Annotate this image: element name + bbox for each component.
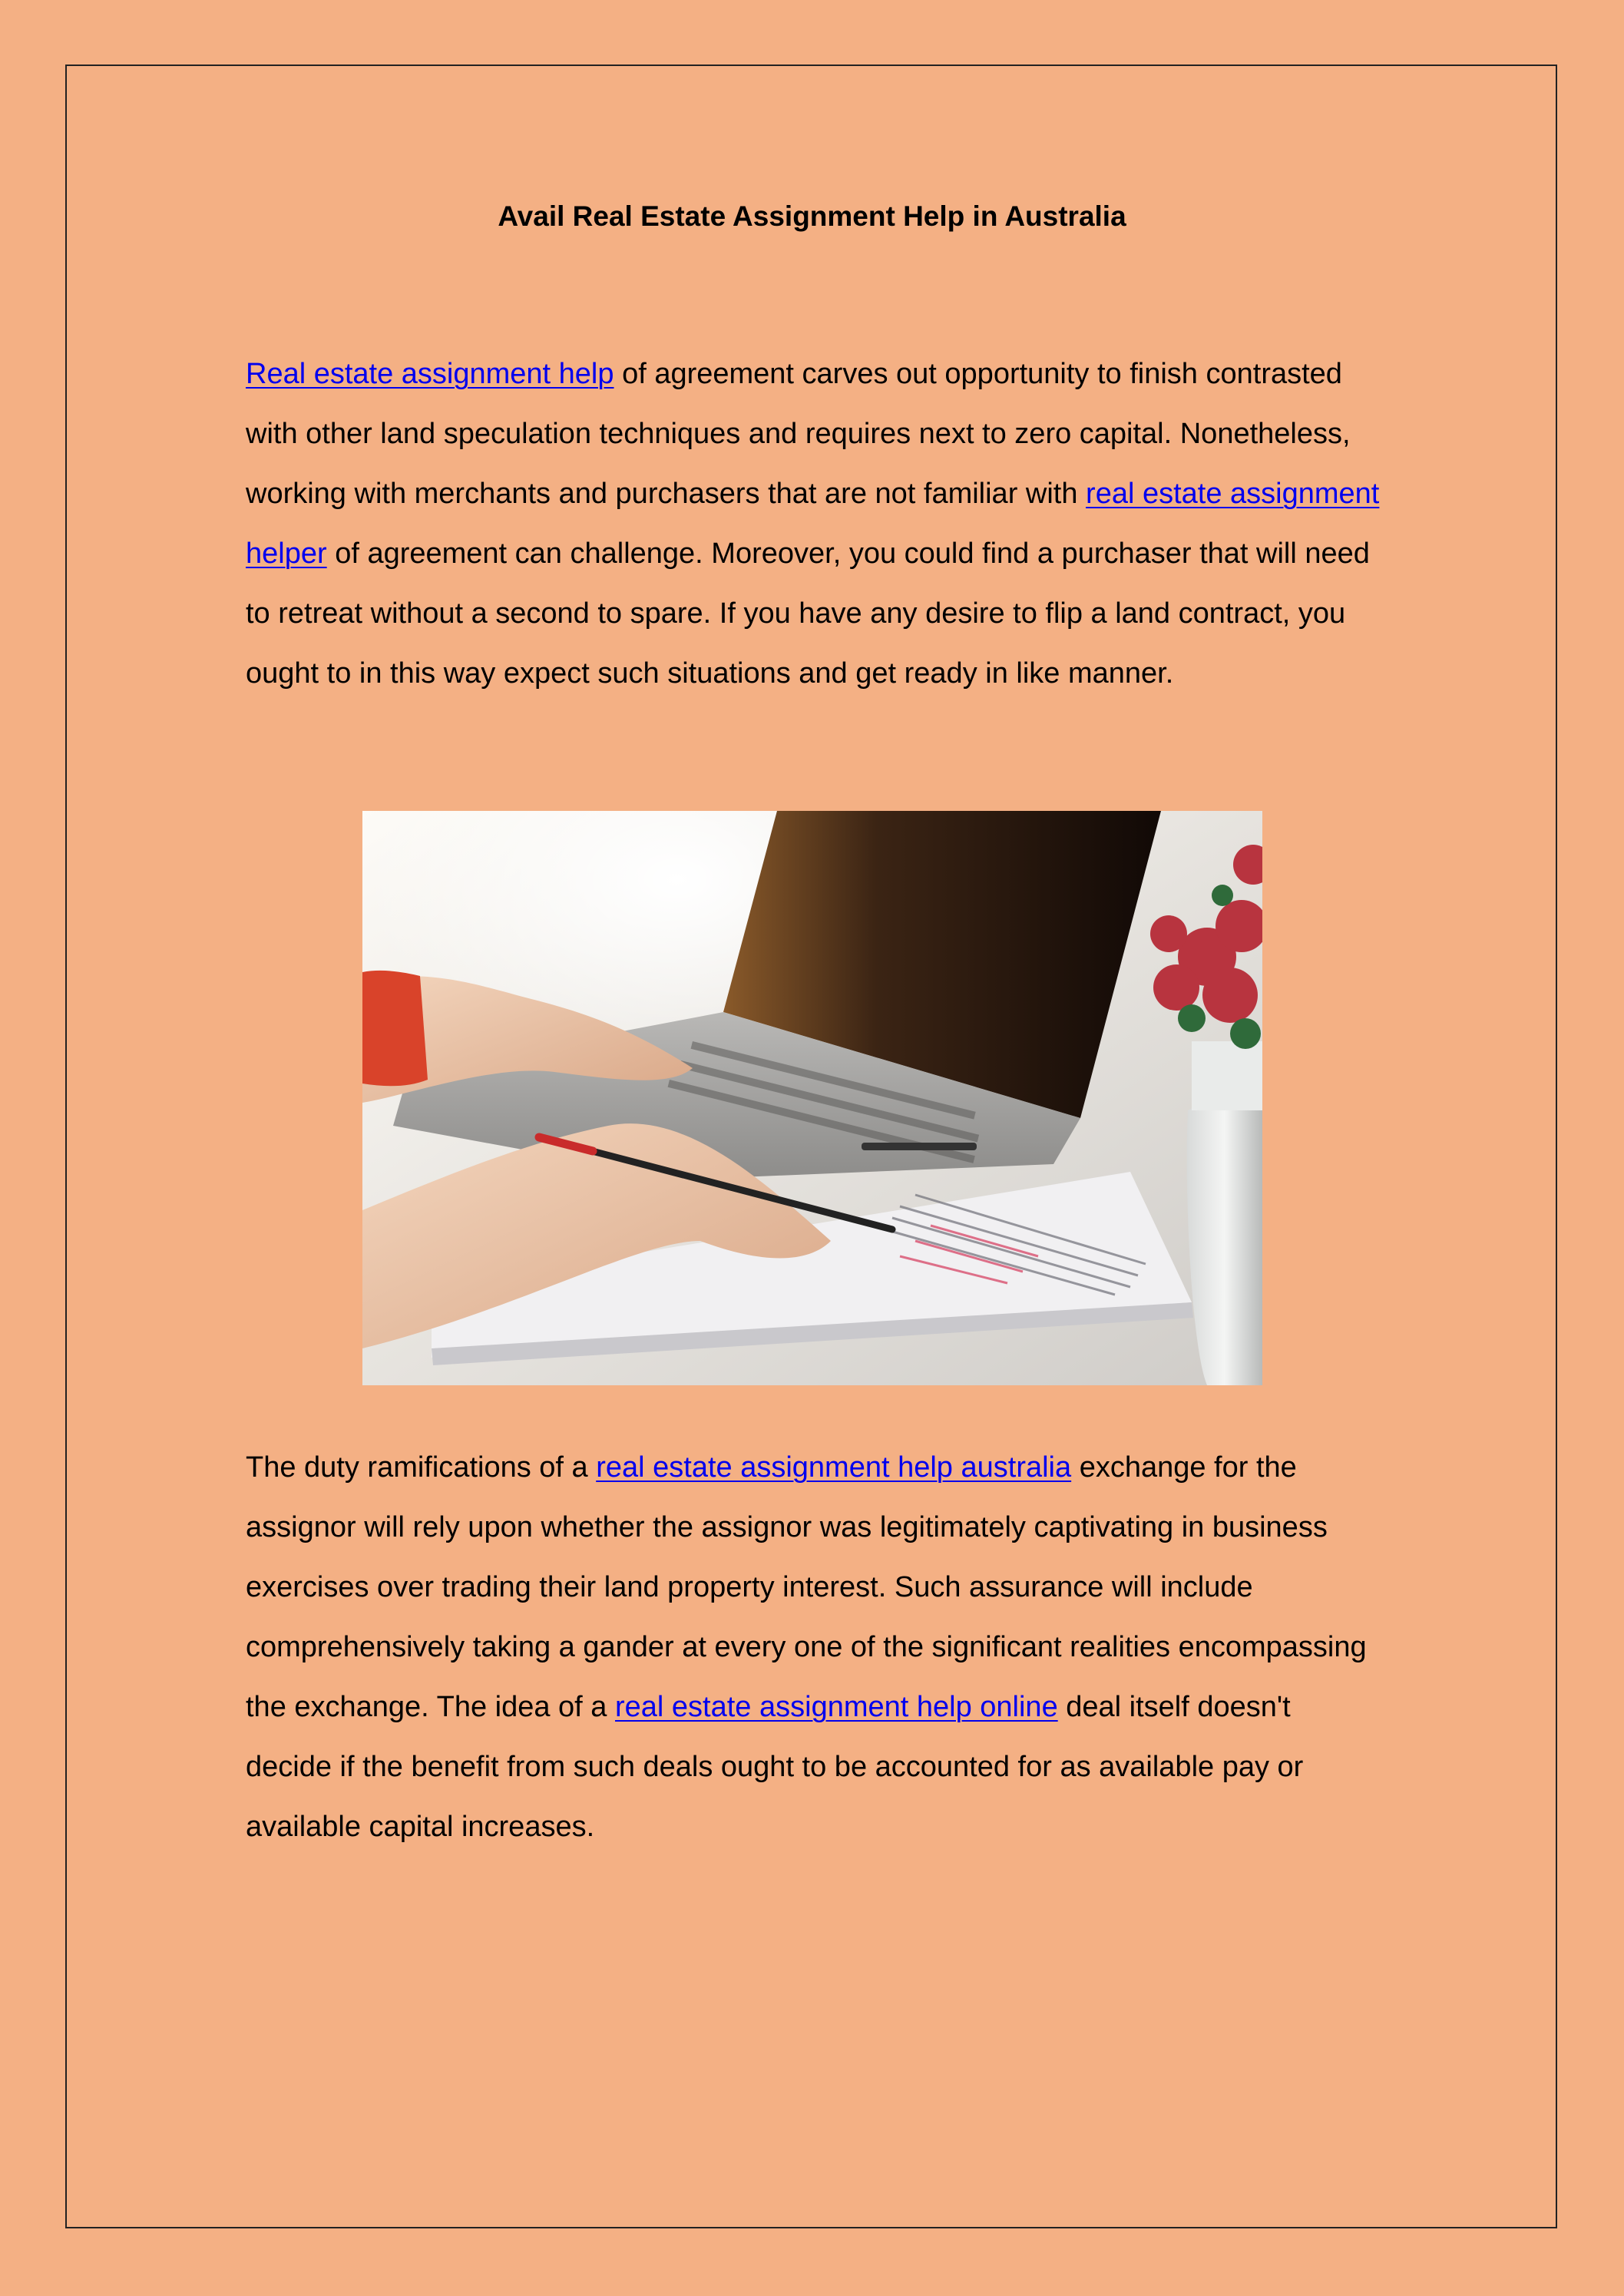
paragraph-intro bbox=[246, 344, 1382, 703]
laptop-document-photo bbox=[362, 811, 1262, 1385]
document-title: Avail Real Estate Assignment Help in Australia bbox=[498, 200, 1126, 232]
paragraph-tax-text-3: deal itself doesn't decide if the benefit from such deals ought to be accounted for as available pay or available capital increases. bbox=[246, 1691, 1304, 1843]
paragraph-tax-text-2: exchange for the assignor will rely upon whether the assignor was legitimately captivating in business exercises over trading their land property interest. Such assurance will include comprehensively taking a gander at every one of the significant realities encompassing the exchange. The idea of a bbox=[246, 1451, 1367, 1723]
paragraph-intro-text-1: of agreement carves out opportunity to finish contrasted with other land speculation techniques and requires next to zero capital. Nonetheless, working with merchants and purchasers that are not familiar with bbox=[246, 358, 1351, 510]
paragraph-tax-text-1: The duty ramifications of a bbox=[246, 1451, 597, 1484]
link-real-estate-assignment-help[interactable]: Real estate assignment help bbox=[246, 358, 614, 390]
paragraph-intro-text-2: of agreement can challenge. Moreover, you could find a purchaser that will need to retreat without a second to spare. If you have any desire to flip a land contract, you ought to in this way expect such situations and get ready in like manner. bbox=[246, 538, 1370, 690]
link-real-estate-assignment-helper[interactable]: real estate assignment helper bbox=[246, 478, 1380, 570]
paragraph-tax bbox=[246, 1437, 1382, 1857]
link-real-estate-assignment-help-online[interactable]: real estate assignment help online bbox=[615, 1691, 1058, 1723]
link-real-estate-assignment-help-australia[interactable]: real estate assignment help australia bbox=[596, 1451, 1072, 1484]
